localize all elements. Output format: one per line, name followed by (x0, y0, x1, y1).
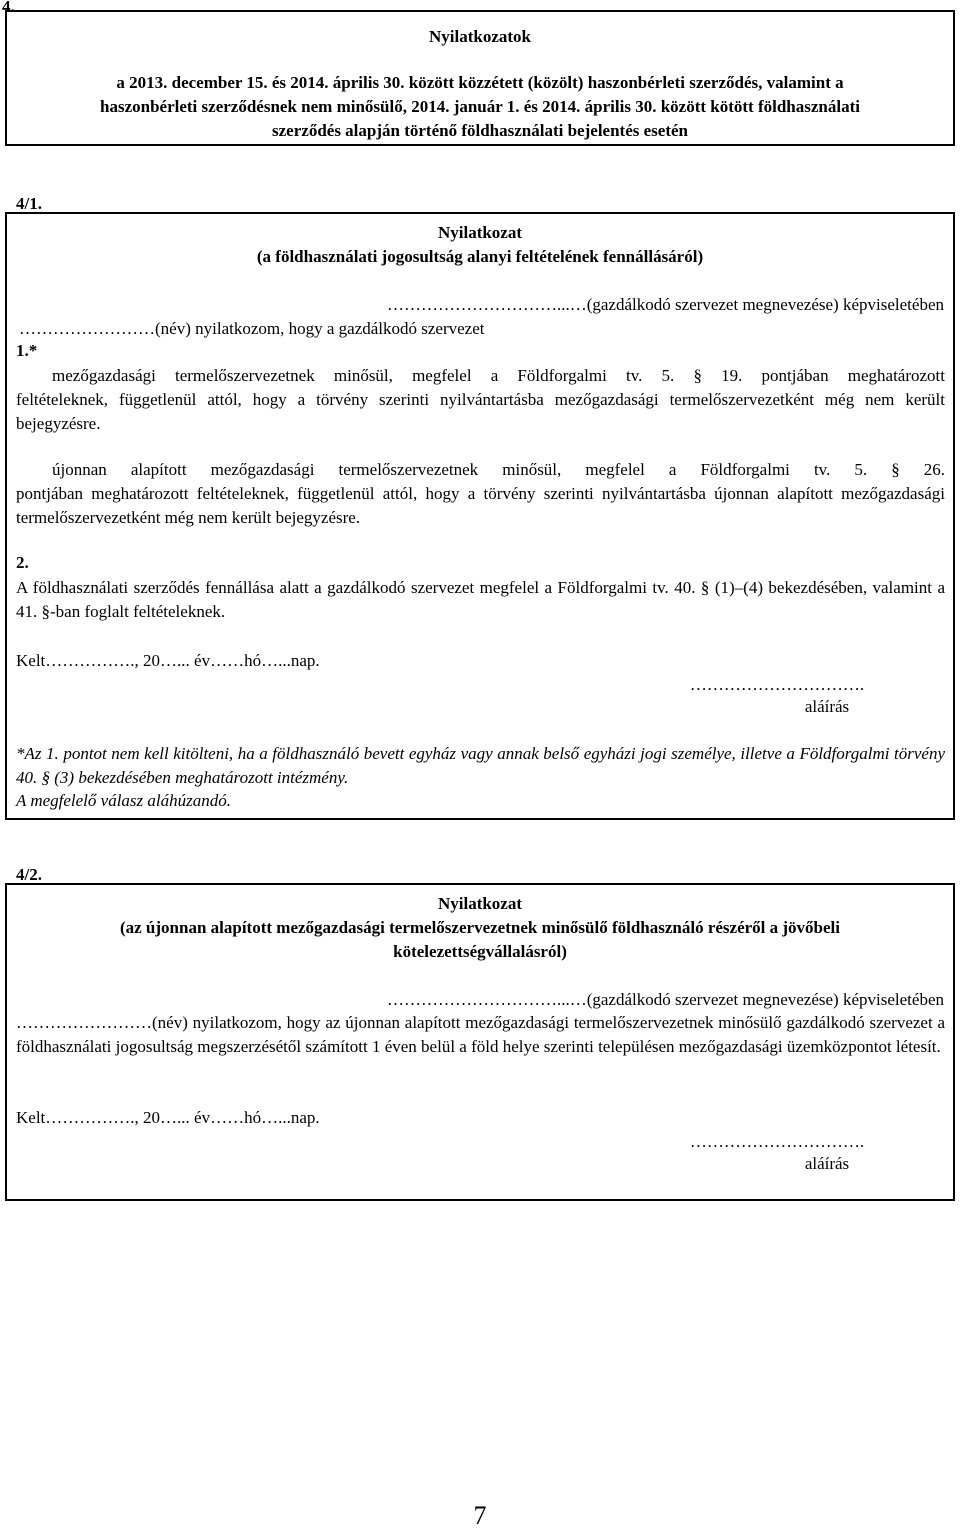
footnote-1: *Az 1. pontot nem kell kitölteni, ha a földhasználó bevett egyház vagy annak belső egyházi jogi személye, illetve a Földforgalmi törvény 40. § (3) bekezdésében meghatározott intézmény. (16, 744, 945, 787)
signature-label-2: aláírás (804, 1154, 850, 1173)
item-1-label: 1.* (16, 341, 38, 360)
declaration-4-2-subtitle-1: (az újonnan alapított mezőgazdasági termelőszervezetnek minősülő földhasználó részéről a jövőbeli (119, 918, 841, 937)
header-box (5, 10, 955, 146)
item-2-text: A földhasználati szerződés fennállása alatt a gazdálkodó szervezet megfelel a Földforgalmi tv. 40. § (1)–(4) bekezdésében, valamint a 41. §-ban foglalt feltételeknek. (16, 578, 945, 621)
page-number: 7 (473, 1501, 487, 1530)
signature-dots: …………………………. (689, 675, 865, 694)
declaration-4-2-body: ……………………(név) nyilatkozom, hogy az újonnan alapított mezőgazdasági termelőszervezetnek minősülő gazdálkodó szervezet a földhasználati jogosultság megszerzésétől számított 1 éven belül a föld helye szerinti településen mezőgazdasági üzemközpontot létesít. (16, 1013, 945, 1056)
declaration-4-1-subtitle: (a földhasználati jogosultság alanyi feltételének fennállásáról) (256, 247, 704, 266)
item-2-label: 2. (16, 553, 29, 572)
option-1-rest: feltételeknek, függetlenül attól, hogy a törvény szerinti nyilvántartásba mezőgazdasági termelőszervezetként még nem került bejegyzésre. (16, 390, 945, 433)
declaration-4-1-box (5, 212, 955, 820)
header-line-2: haszonbérleti szerződésnek nem minősülő, 2014. január 1. és 2014. április 30. között kötött földhasználati (100, 97, 860, 116)
section-4-2-number: 4/2. (16, 865, 42, 884)
declaration-4-2-subtitle-2: kötelezettségvállalásról) (393, 942, 567, 961)
footnote-2: A megfelelő válasz aláhúzandó. (16, 791, 231, 810)
signature-dots-2: …………………………. (689, 1132, 865, 1151)
header-line-1: a 2013. december 15. és 2014. április 30. között közzétett (közölt) haszonbérleti szerződés, valamint a (116, 73, 844, 92)
date-line: Kelt……………., 20…... év……hó…...nap. (16, 651, 320, 670)
company-name-line: …………………………...…(gazdálkodó szervezet megnevezése) képviseletében (386, 295, 944, 314)
header-line-3: szerződés alapján történő földhasználati bejelentés esetén (272, 121, 688, 140)
declaration-4-1-title: Nyilatkozat (437, 223, 523, 242)
option-2-first-line: újonnan alapított mezőgazdasági termelőszervezetnek minősül, megfelel a Földforgalmi tv. 5. § 26. (52, 460, 945, 479)
option-2-rest: pontjában meghatározott feltételeknek, függetlenül attól, hogy a törvény szerinti nyilvántartásba újonnan alapított mezőgazdasági termelőszervezetként még nem került bejegyzésre. (16, 484, 945, 527)
name-declaration-line: ……………………(név) nyilatkozom, hogy a gazdálkodó szervezet (19, 319, 485, 338)
option-1-first-line: mezőgazdasági termelőszervezetnek minősül, megfelel a Földforgalmi tv. 5. § 19. pontjában meghatározott (52, 366, 945, 385)
declaration-4-2-box (5, 883, 955, 1201)
signature-label: aláírás (804, 697, 850, 716)
date-line-2: Kelt……………., 20…... év……hó…...nap. (16, 1108, 320, 1127)
section-4-1-number: 4/1. (16, 194, 42, 213)
section-number: 4. (2, 0, 15, 16)
declaration-4-2-title: Nyilatkozat (437, 894, 523, 913)
company-name-line-2: …………………………...…(gazdálkodó szervezet megnevezése) képviseletében (386, 990, 944, 1009)
header-title: Nyilatkozatok (429, 27, 531, 46)
